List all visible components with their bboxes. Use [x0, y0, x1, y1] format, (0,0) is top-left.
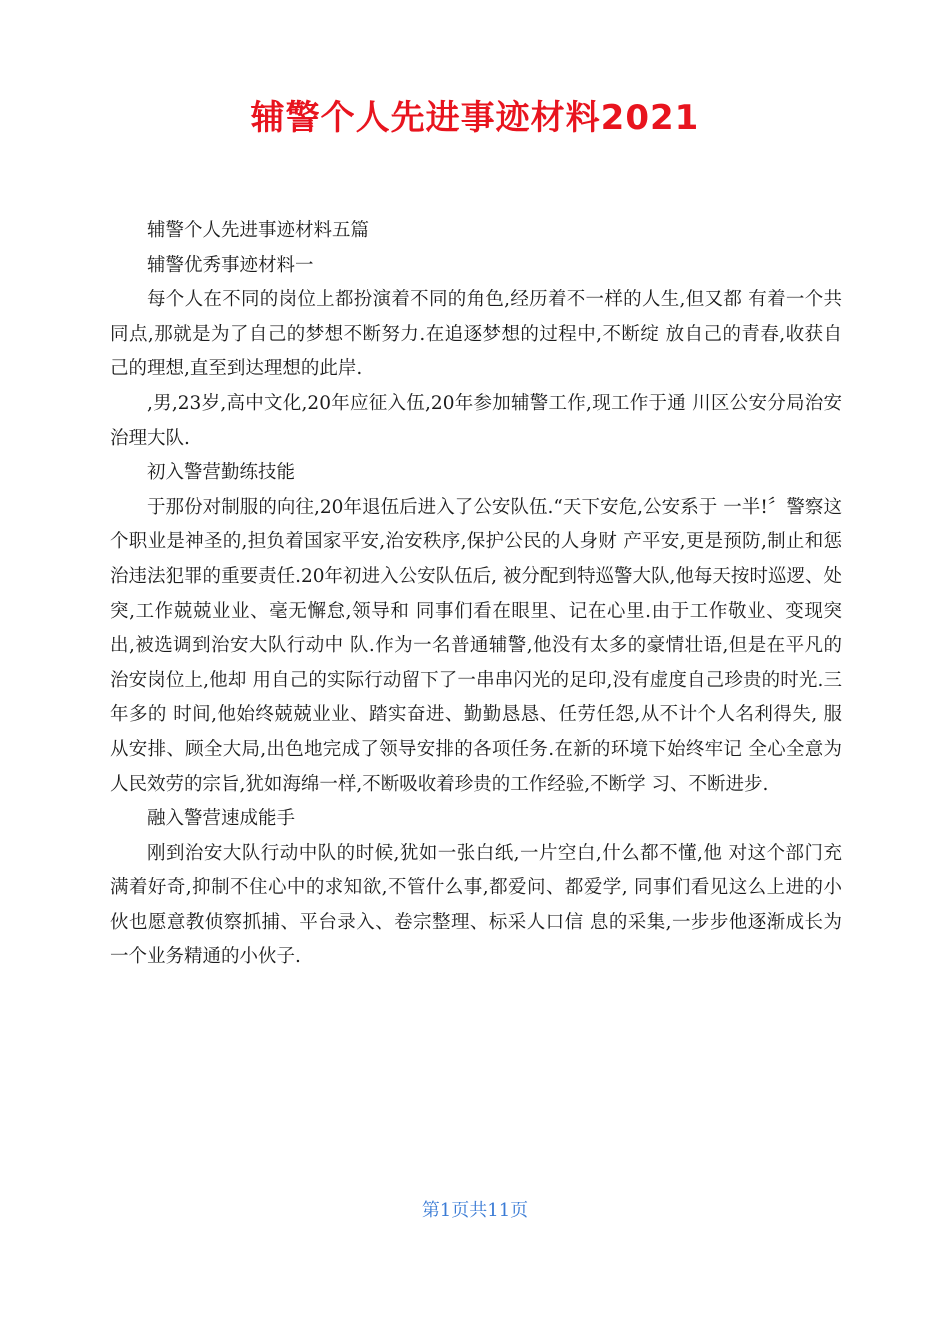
paragraph: 每个人在不同的岗位上都扮演着不同的角色,经历着不一样的人生,但又都 有着一个共同点,那就是为了自己的梦想不断努力.在追逐梦想的过程中,不断绽 放自己的青春,收获自己的理想,直至到达理想的此岸.	[110, 289, 842, 380]
paragraph-subtitle: 辅警个人先进事迹材料五篇	[147, 220, 370, 241]
paragraph-heading: 初入警营勤练技能	[147, 462, 296, 484]
paragraph: ,男,23岁,高中文化,20年应征入伍,20年参加辅警工作,现工作于通 川区公安分局治安治理大队.	[110, 392, 842, 449]
paragraph-heading: 融入警营速成能手	[147, 808, 296, 830]
paragraph: 于那份对制服的向往,20年退伍后进入了公安队伍.“天下安危,公安系于 一半!〞警察这个职业是神圣的,担负着国家平安,治安秩序,保护公民的人身财 产平安,更是预防,制止和惩治违法犯罪的重要责任.20年初进入公安队伍后, 被分配到特巡警大队,他每天按时巡逻、处突,工作兢兢业业、毫无懈怠,领导和 同事们看在眼里、记在心里.由于工作敬业、变现突出,被选调到治安大队行动中 队.作为一名普通辅警,他没有太多的豪情壮语,但是在平凡的治安岗位上,他却 用自己的实际行动留下了一串串闪光的足印,没有虚度自己珍贵的时光.三年多的 时间,他始终兢兢业业、踏实奋进、勤勤恳恳、任劳任怨,从不计个人名利得失, 服从安排、顾全大局,出色地完成了领导安排的各项任务.在新的环境下始终牢记 全心全意为人民效劳的宗旨,犹如海绵一样,不断吸收着珍贵的工作经验,不断学 习、不断进步.	[110, 496, 842, 795]
paragraph: 刚到治安大队行动中队的时候,犹如一张白纸,一片空白,什么都不懂,他 对这个部门充满着好奇,抑制不住心中的求知欲,不管什么事,都爱问、都爱学, 同事们看见这么上进的小伙也愿意教侦察抓捕、平台录入、卷宗整理、标采人口信 息的采集,一步步他逐渐成长为一个业务精通的小伙子.	[110, 842, 842, 968]
page-number-footer: 第1页共11页	[421, 1200, 529, 1221]
document-title: 辅警个人先进事迹材料2021	[250, 98, 700, 138]
paragraph-heading: 辅警优秀事迹材料一	[147, 254, 314, 276]
document-body	[110, 214, 842, 975]
